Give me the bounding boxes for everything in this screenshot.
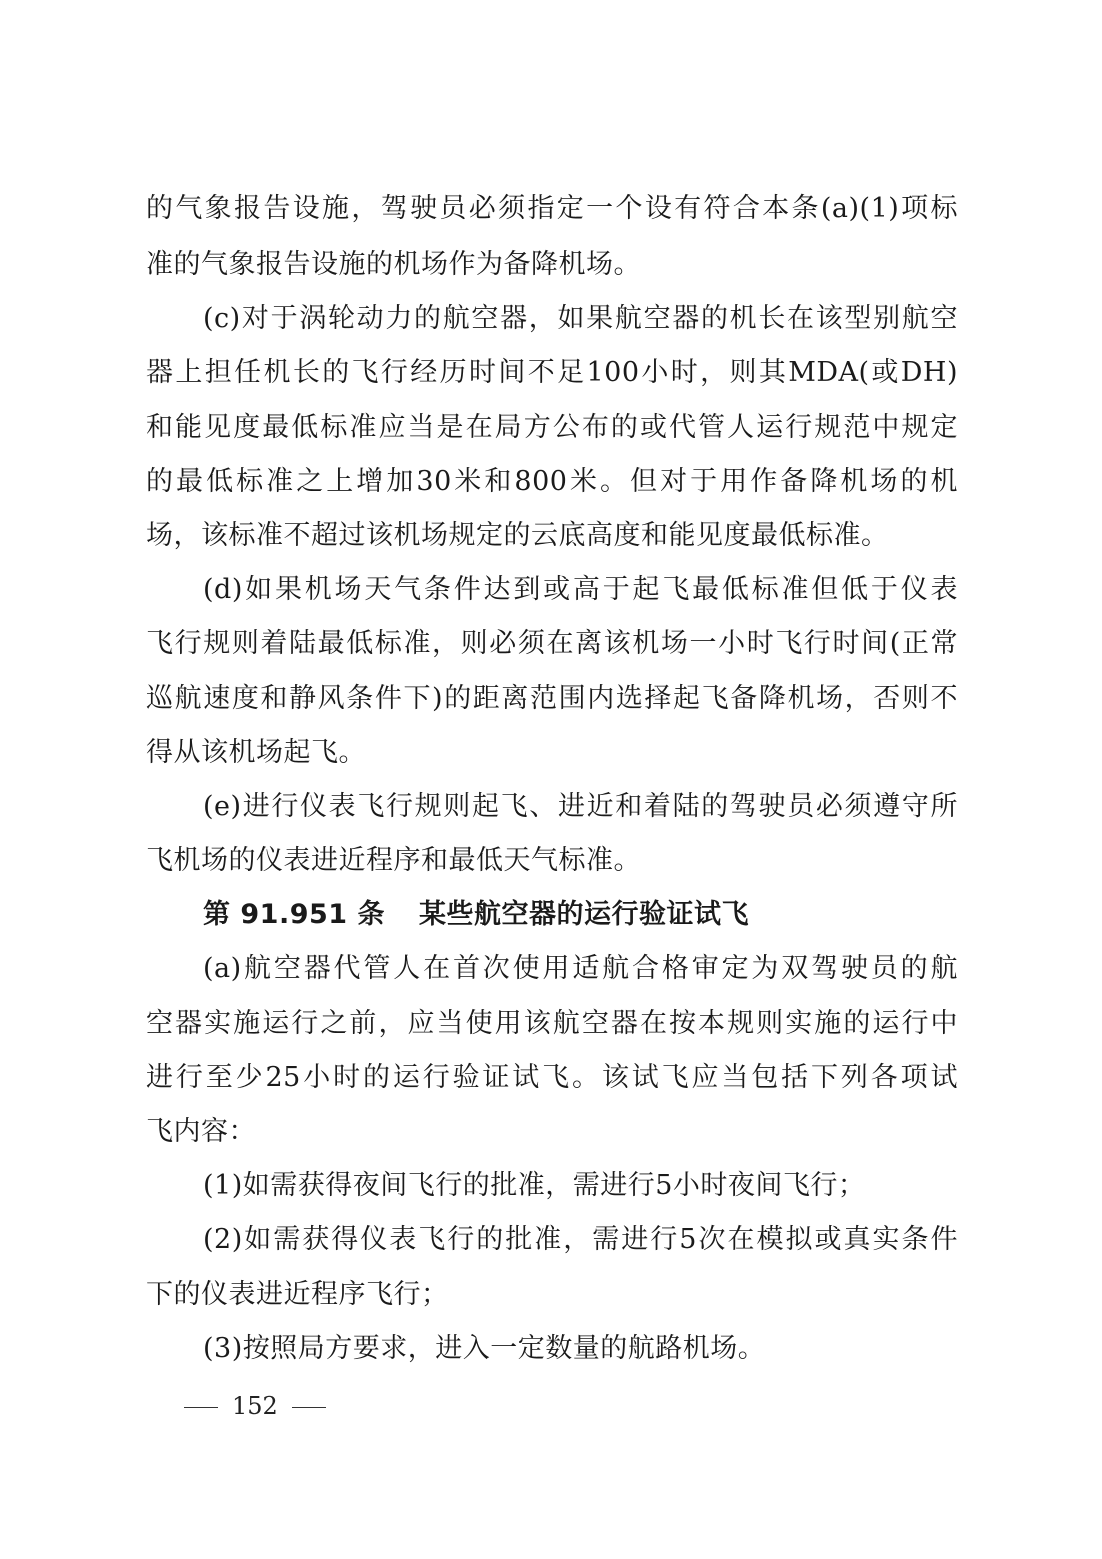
section-number: 第 91.951 条	[203, 899, 385, 930]
paragraph-a-line: (a)航空器代管人在首次使用适航合格审定为双驾驶员的航	[203, 953, 958, 984]
footer-dash-right	[292, 1407, 326, 1408]
section-heading	[203, 887, 803, 943]
paragraph-e-line: (e)进行仪表飞行规则起飞、进近和着陆的驾驶员必须遵守所	[203, 791, 958, 822]
body-line: 飞机场的仪表进近程序和最低天气标准。	[146, 845, 641, 876]
body-line: 空器实施运行之前，应当使用该航空器在按本规则实施的运行中	[146, 1008, 958, 1039]
body-line: 场，该标准不超过该机场规定的云底高度和能见度最低标准。	[146, 520, 889, 551]
body-line: 巡航速度和静风条件下)的距离范围内选择起飞备降机场，否则不	[146, 683, 958, 714]
body-line: 准的气象报告设施的机场作为备降机场。	[146, 249, 641, 280]
body-line: 飞内容：	[146, 1116, 256, 1147]
list-item-2: (2)如需获得仪表飞行的批准，需进行5次在模拟或真实条件	[203, 1224, 958, 1255]
footer-dash-left	[184, 1407, 218, 1408]
paragraph-c-line: (c)对于涡轮动力的航空器，如果航空器的机长在该型别航空	[203, 303, 958, 334]
body-line: 的气象报告设施，驾驶员必须指定一个设有符合本条(a)(1)项标	[146, 193, 958, 224]
paragraph-d-line: (d)如果机场天气条件达到或高于起飞最低标准但低于仪表	[203, 574, 958, 605]
body-line: 飞行规则着陆最低标准，则必须在离该机场一小时飞行时间(正常	[146, 628, 958, 659]
section-title: 某些航空器的运行验证试飞	[419, 899, 749, 930]
body-line: 器上担任机长的飞行经历时间不足100小时，则其MDA(或DH)	[146, 357, 958, 388]
body-line: 下的仪表进近程序飞行；	[146, 1279, 449, 1310]
page-number: 152	[232, 1392, 278, 1420]
body-line: 进行至少25小时的运行验证试飞。该试飞应当包括下列各项试	[146, 1062, 958, 1093]
body-line: 和能见度最低标准应当是在局方公布的或代管人运行规范中规定	[146, 412, 958, 443]
body-line: 得从该机场起飞。	[146, 737, 366, 768]
list-item-3: (3)按照局方要求，进入一定数量的航路机场。	[203, 1333, 766, 1364]
page-footer	[170, 1386, 340, 1426]
body-line: 的最低标准之上增加30米和800米。但对于用作备降机场的机	[146, 466, 958, 497]
list-item-1: (1)如需获得夜间飞行的批准，需进行5小时夜间飞行；	[203, 1170, 866, 1201]
